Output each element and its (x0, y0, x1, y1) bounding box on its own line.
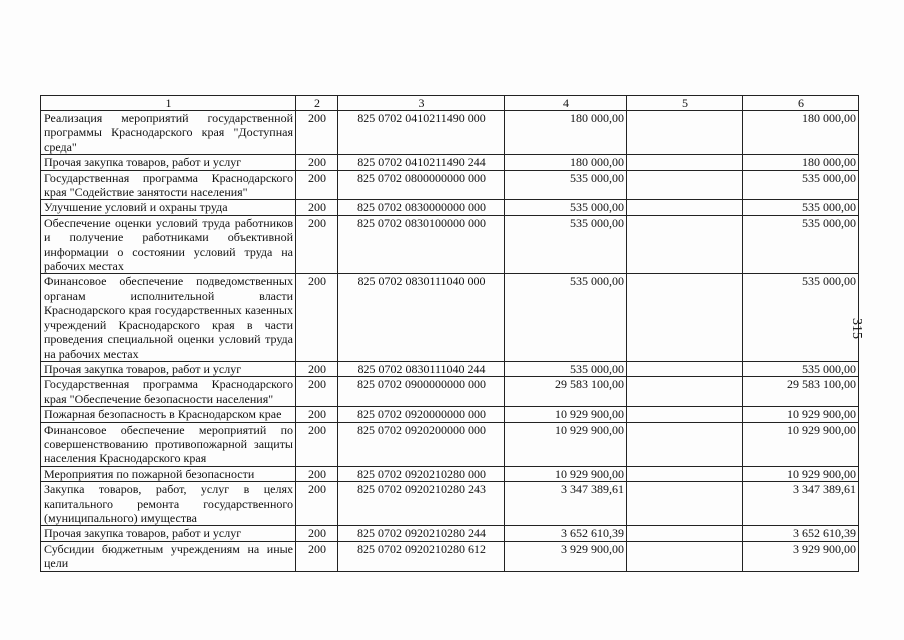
row-group-cell: 200 (296, 111, 338, 155)
row-group-cell: 200 (296, 377, 338, 407)
row-amount-col6-cell: 3 347 389,61 (743, 482, 859, 526)
table-row (41, 422, 859, 466)
row-name-cell: Государственная программа Краснодарского края "Обеспечение безопасности населения" (41, 377, 296, 407)
row-amount-col5-cell (627, 407, 743, 422)
row-code-cell: 825 0702 0900000000 000 (338, 377, 505, 407)
row-name-cell: Прочая закупка товаров, работ и услуг (41, 155, 296, 170)
table-row (41, 541, 859, 571)
column-header: 4 (505, 96, 627, 111)
table-row (41, 377, 859, 407)
row-group-cell: 200 (296, 361, 338, 376)
row-amount-col5-cell (627, 422, 743, 466)
row-amount-col4-cell: 3 929 900,00 (505, 541, 627, 571)
row-amount-col4-cell: 180 000,00 (505, 155, 627, 170)
row-code-cell: 825 0702 0920000000 000 (338, 407, 505, 422)
row-name-cell: Закупка товаров, работ, услуг в целях капитального ремонта государственного (муниципального) имущества (41, 482, 296, 526)
row-amount-col4-cell: 535 000,00 (505, 215, 627, 274)
row-code-cell: 825 0702 0410211490 000 (338, 111, 505, 155)
row-name-cell: Прочая закупка товаров, работ и услуг (41, 526, 296, 541)
row-amount-col6-cell: 3 652 610,39 (743, 526, 859, 541)
table-row (41, 155, 859, 170)
table-row (41, 482, 859, 526)
row-amount-col6-cell: 29 583 100,00 (743, 377, 859, 407)
row-amount-col4-cell: 535 000,00 (505, 361, 627, 376)
budget-table (40, 95, 859, 572)
table-row (41, 215, 859, 274)
row-code-cell: 825 0702 0920210280 000 (338, 466, 505, 481)
table-row (41, 111, 859, 155)
row-group-cell: 200 (296, 200, 338, 215)
table-row (41, 200, 859, 215)
row-amount-col5-cell (627, 377, 743, 407)
row-amount-col5-cell (627, 361, 743, 376)
row-name-cell: Государственная программа Краснодарского края "Содействие занятости населения" (41, 170, 296, 200)
row-name-cell: Прочая закупка товаров, работ и услуг (41, 361, 296, 376)
column-header: 1 (41, 96, 296, 111)
row-amount-col4-cell: 535 000,00 (505, 274, 627, 361)
row-name-cell: Улучшение условий и охраны труда (41, 200, 296, 215)
row-name-cell: Субсидии бюджетным учреждениям на иные цели (41, 541, 296, 571)
row-amount-col6-cell: 3 929 900,00 (743, 541, 859, 571)
column-header: 5 (627, 96, 743, 111)
row-amount-col5-cell (627, 482, 743, 526)
table-row (41, 466, 859, 481)
row-amount-col4-cell: 29 583 100,00 (505, 377, 627, 407)
row-amount-col6-cell: 535 000,00 (743, 361, 859, 376)
row-group-cell: 200 (296, 170, 338, 200)
column-header: 6 (743, 96, 859, 111)
row-code-cell: 825 0702 0410211490 244 (338, 155, 505, 170)
row-amount-col6-cell: 180 000,00 (743, 111, 859, 155)
row-name-cell: Реализация мероприятий государственной программы Краснодарского края "Доступная среда" (41, 111, 296, 155)
row-group-cell: 200 (296, 422, 338, 466)
row-amount-col6-cell: 10 929 900,00 (743, 422, 859, 466)
row-amount-col5-cell (627, 111, 743, 155)
row-name-cell: Финансовое обеспечение подведомственных органам исполнительной власти Краснодарского края государственных казенных учреждений Краснодарского края в части проведения специальной оценки условий труда на рабочих местах (41, 274, 296, 361)
row-code-cell: 825 0702 0920210280 612 (338, 541, 505, 571)
column-header: 2 (296, 96, 338, 111)
table-header-row (41, 96, 859, 111)
row-code-cell: 825 0702 0830111040 000 (338, 274, 505, 361)
row-group-cell: 200 (296, 541, 338, 571)
row-name-cell: Финансовое обеспечение мероприятий по совершенствованию противопожарной защиты населения Краснодарского края (41, 422, 296, 466)
column-header: 3 (338, 96, 505, 111)
row-amount-col4-cell: 535 000,00 (505, 200, 627, 215)
row-amount-col5-cell (627, 155, 743, 170)
row-amount-col5-cell (627, 200, 743, 215)
row-amount-col5-cell (627, 541, 743, 571)
row-amount-col5-cell (627, 274, 743, 361)
row-code-cell: 825 0702 0920210280 243 (338, 482, 505, 526)
row-group-cell: 200 (296, 526, 338, 541)
row-name-cell: Пожарная безопасность в Краснодарском крае (41, 407, 296, 422)
row-group-cell: 200 (296, 215, 338, 274)
row-amount-col6-cell: 535 000,00 (743, 274, 859, 361)
table-row (41, 361, 859, 376)
row-amount-col6-cell: 10 929 900,00 (743, 407, 859, 422)
row-code-cell: 825 0702 0830111040 244 (338, 361, 505, 376)
page-number: 315 (849, 317, 864, 339)
row-group-cell: 200 (296, 155, 338, 170)
row-amount-col6-cell: 535 000,00 (743, 200, 859, 215)
row-amount-col5-cell (627, 526, 743, 541)
row-amount-col4-cell: 3 652 610,39 (505, 526, 627, 541)
row-amount-col6-cell: 535 000,00 (743, 215, 859, 274)
row-code-cell: 825 0702 0830000000 000 (338, 200, 505, 215)
row-code-cell: 825 0702 0800000000 000 (338, 170, 505, 200)
row-name-cell: Мероприятия по пожарной безопасности (41, 466, 296, 481)
table-row (41, 170, 859, 200)
row-group-cell: 200 (296, 274, 338, 361)
row-amount-col6-cell: 180 000,00 (743, 155, 859, 170)
row-code-cell: 825 0702 0920210280 244 (338, 526, 505, 541)
table-row (41, 274, 859, 361)
row-group-cell: 200 (296, 482, 338, 526)
row-amount-col5-cell (627, 170, 743, 200)
row-amount-col4-cell: 180 000,00 (505, 111, 627, 155)
table-row (41, 526, 859, 541)
row-amount-col4-cell: 10 929 900,00 (505, 422, 627, 466)
row-amount-col5-cell (627, 215, 743, 274)
row-amount-col4-cell: 10 929 900,00 (505, 407, 627, 422)
row-amount-col4-cell: 535 000,00 (505, 170, 627, 200)
row-code-cell: 825 0702 0920200000 000 (338, 422, 505, 466)
row-amount-col4-cell: 3 347 389,61 (505, 482, 627, 526)
row-amount-col6-cell: 535 000,00 (743, 170, 859, 200)
row-amount-col6-cell: 10 929 900,00 (743, 466, 859, 481)
row-name-cell: Обеспечение оценки условий труда работников и получение работниками объективной информации о состоянии условий труда на рабочих местах (41, 215, 296, 274)
row-amount-col5-cell (627, 466, 743, 481)
row-group-cell: 200 (296, 407, 338, 422)
table-row (41, 407, 859, 422)
row-group-cell: 200 (296, 466, 338, 481)
row-amount-col4-cell: 10 929 900,00 (505, 466, 627, 481)
row-code-cell: 825 0702 0830100000 000 (338, 215, 505, 274)
